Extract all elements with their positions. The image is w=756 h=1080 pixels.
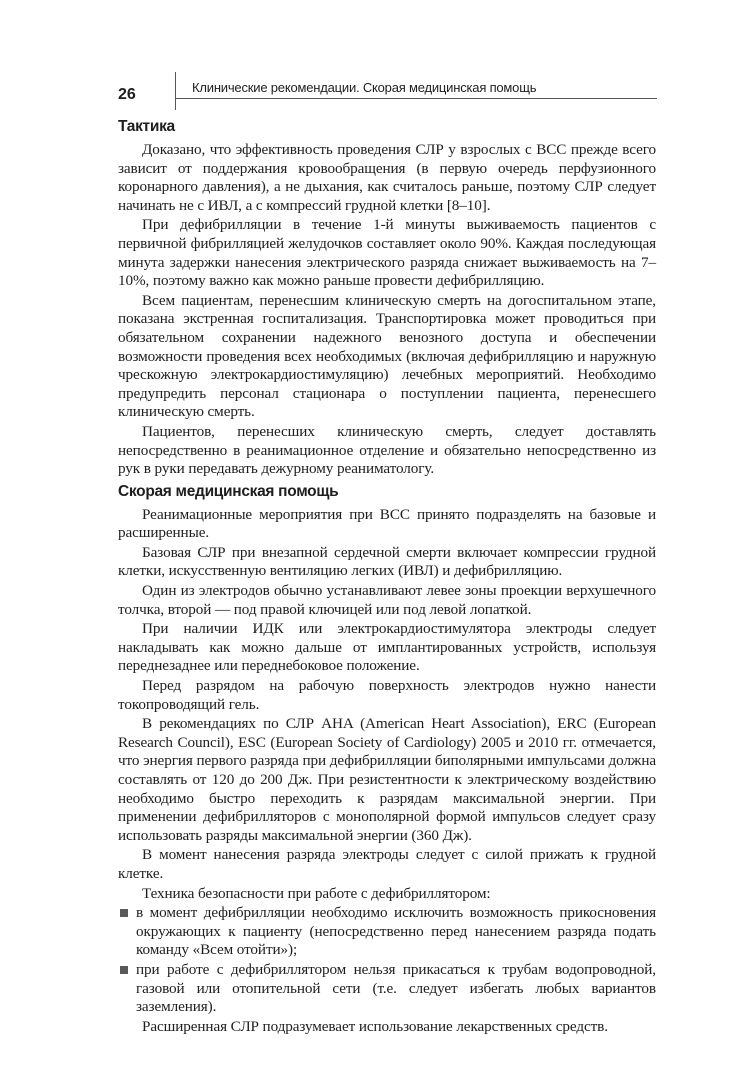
square-bullet-icon xyxy=(120,909,128,917)
list-item xyxy=(118,961,656,1017)
paragraph: Один из электродов обычно устанавливают левее зоны проекции верхушечного толчка, второй — под правой ключицей или под левой лопаткой. xyxy=(118,582,656,618)
paragraph: Всем пациентам, перенесшим клиническую смерть на догоспитальном этапе, показана экстренная госпитализация. Транспортировка может проводиться при обязательном сохранении надежного венозного доступа и обеспечении возможности проведения всех необходимых (включая дефибрилляцию и наружную чрескожную электрокардиостимуляцию) лечебных мероприятий. Необходимо предупредить персонал стационара о поступлении пациента, перенесшего клиническую смерть. xyxy=(118,291,656,421)
paragraph: Базовая СЛР при внезапной сердечной смерти включает компрессии грудной клетки, искусственную вентиляцию легких (ИВЛ) и дефибрилляцию. xyxy=(118,543,656,580)
paragraph: Доказано, что эффективность проведения СЛР у взрослых с ВСС прежде всего зависит от поддержания кровообращения (в первую очередь перфузионного коронарного давления), а не дыхания, как считалось раньше, поэтому СЛР следует начинать не с ИВЛ, а с компрессий грудной клетки [8–10]. xyxy=(118,141,656,214)
paragraph: В момент нанесения разряда электроды следует с силой прижать к грудной клетке. xyxy=(118,846,656,882)
paragraph: При наличии ИДК или электрокардиостимулятора электроды следует накладывать как можно дальше от имплантированных устройств, используя переднезаднее или переднебоковое положение. xyxy=(118,620,656,675)
safety-list xyxy=(118,904,656,1017)
square-bullet-icon xyxy=(120,966,128,974)
page-number: 26 xyxy=(118,86,136,103)
list-item-text: в момент дефибрилляции необходимо исключить возможность прикосновения окружающих к пациенту (непосредственно перед нанесением разряда подать команду «Всем отойти»); xyxy=(136,904,656,959)
paragraph: Реанимационные мероприятия при ВСС принято подразделять на базовые и расширенные. xyxy=(118,505,656,542)
header-divider-horizontal xyxy=(175,98,657,99)
paragraph: Расширенная СЛР подразумевает использование лекарственных средств. xyxy=(142,1017,608,1035)
paragraph: Пациентов, перенесших клиническую смерть, следует доставлять непосредственно в реанимационное отделение и обязательно непосредственно из рук в руки передавать дежурному реаниматологу. xyxy=(118,422,656,478)
section-heading-tactics: Тактика xyxy=(118,118,175,135)
paragraph: Техника безопасности при работе с дефибриллятором: xyxy=(142,884,491,902)
page-body xyxy=(118,118,656,1037)
paragraph: Перед разрядом на рабочую поверхность электродов нужно нанести токопроводящий гель. xyxy=(118,677,656,713)
running-title: Клинические рекомендации. Скорая медицинская помощь xyxy=(192,80,537,95)
list-item-text: при работе с дефибриллятором нельзя прикасаться к трубам водопроводной, газовой или отопительной сети (т.е. следует избегать любых вариантов заземления). xyxy=(136,960,656,1016)
section-heading-emergency-care: Скорая медицинская помощь xyxy=(118,482,339,500)
paragraph: В рекомендациях по СЛР AHA (American Heart Association), ERC (European Research Council), ESC (European Society of Cardiology) 2005 и 2010 гг. отмечается, что энергия первого разряда при дефибрилляции биполярными импульсами должна составлять от 120 до 200 Дж. При резистентности к электрическому воздействию необходимо быстро переходить к разрядам максимальной энергии. При применении дефибрилляторов с монополярной формой импульсов следует сразу использовать разряды максимальной энергии (360 Дж). xyxy=(118,715,656,844)
paragraph: При дефибрилляции в течение 1-й минуты выживаемость пациентов с первичной фибрилляцией желудочков составляет около 90%. Каждая последующая минута задержки нанесения электрического разряда снижает выживаемость на 7–10%, поэтому важно как можно раньше провести дефибрилляцию. xyxy=(118,216,656,290)
header-divider-vertical xyxy=(175,72,176,110)
page-header xyxy=(118,72,656,112)
list-item xyxy=(118,904,656,960)
